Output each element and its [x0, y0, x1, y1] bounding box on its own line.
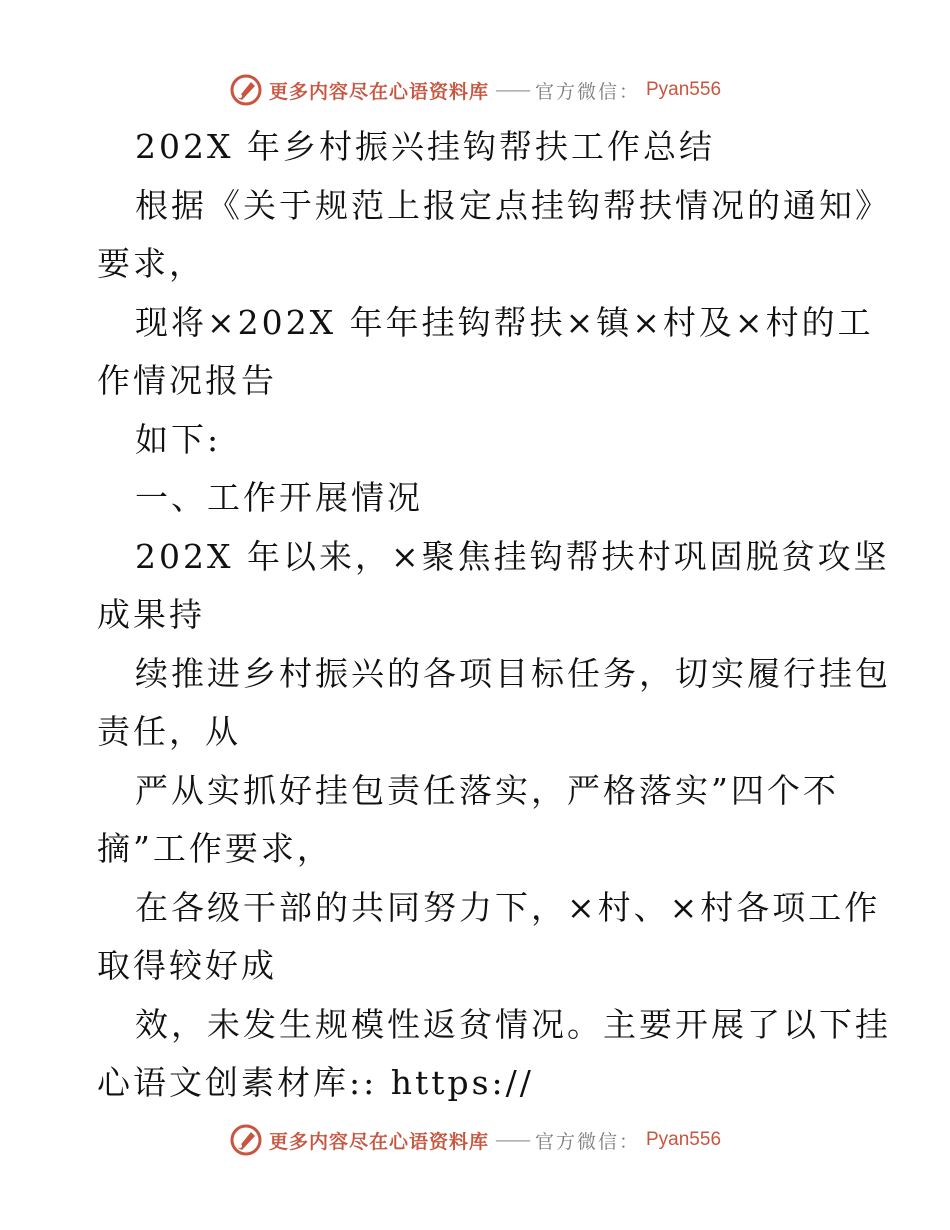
header-wechat-label: 官方微信： — [534, 80, 640, 103]
header-account: Pyan556 — [646, 79, 722, 100]
footer-banner — [0, 1120, 950, 1160]
footer-account: Pyan556 — [646, 1129, 722, 1150]
header-slogan: 更多内容尽在心语资料库 — [268, 80, 489, 103]
text-line: 责任，从 — [97, 712, 241, 751]
header-separator: —— — [494, 79, 529, 101]
text-line: 在各级干部的共同努力下，×村、×村各项工作 — [135, 887, 881, 927]
text-line: 要求， — [97, 244, 205, 283]
text-line: 心语文创素材库:: https:// — [97, 1063, 534, 1102]
text-line: 现将×202X 年年挂钩帮扶×镇×村及×村的工 — [135, 302, 874, 342]
text-line: 作情况报告 — [97, 361, 277, 400]
text-line: 效，未发生规模性返贫情况。主要开展了以下挂 — [135, 1004, 891, 1044]
pen-logo-icon — [229, 73, 263, 107]
pen-logo-icon — [229, 1123, 263, 1157]
text-line: 严从实抓好挂包责任落实，严格落实”四个不 — [135, 770, 839, 810]
header-banner — [0, 70, 950, 110]
document-title: 202X 年乡村振兴挂钩帮扶工作总结 — [135, 127, 715, 166]
text-line: 取得较好成 — [97, 946, 277, 985]
footer-wechat-label: 官方微信： — [534, 1130, 640, 1153]
text-line: 摘”工作要求， — [97, 829, 333, 868]
text-line: 续推进乡村振兴的各项目标任务，切实履行挂包 — [135, 653, 891, 693]
text-line: 如下: — [135, 419, 222, 459]
document-body — [97, 118, 891, 1113]
section-heading: 一、工作开展情况 — [135, 478, 423, 517]
footer-slogan: 更多内容尽在心语资料库 — [268, 1130, 489, 1153]
text-line: 成果持 — [97, 595, 205, 634]
footer-separator: —— — [494, 1129, 529, 1151]
text-line: 根据《关于规范上报定点挂钩帮扶情况的通知》 — [135, 185, 891, 225]
text-line: 202X 年以来，×聚焦挂钩帮扶村巩固脱贫攻坚 — [135, 536, 890, 576]
